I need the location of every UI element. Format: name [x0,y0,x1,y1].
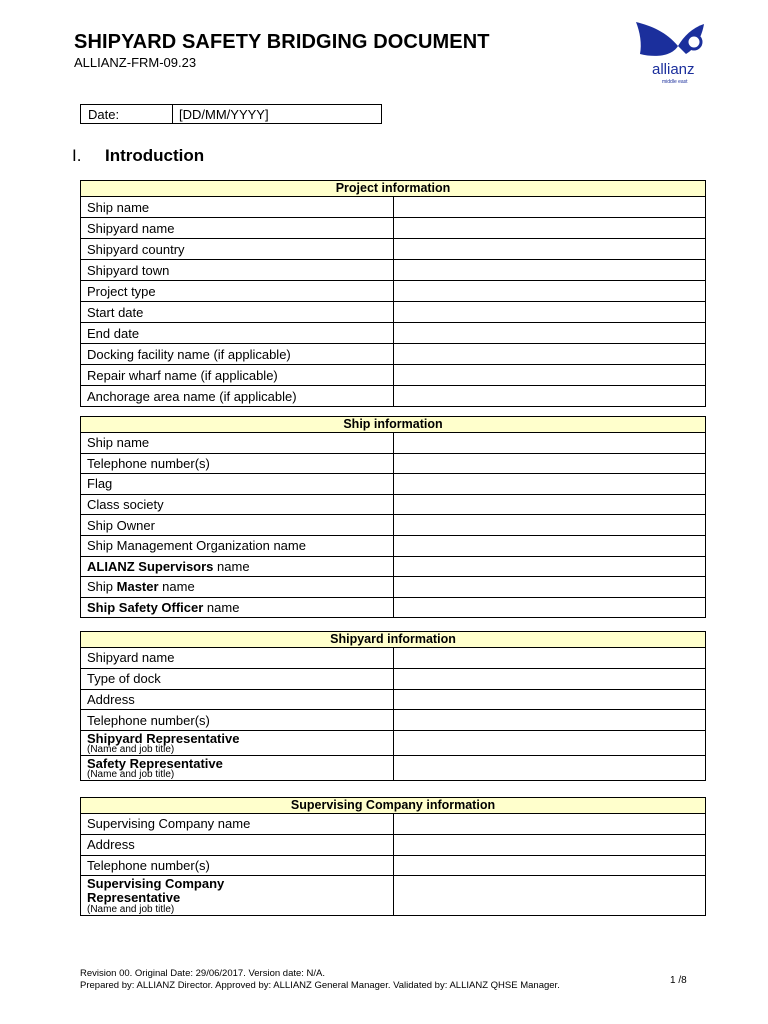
value-cell[interactable] [393,876,706,916]
row-label: Type of dock [81,668,394,689]
section-title: Introduction [105,146,205,165]
value-cell[interactable] [393,668,706,689]
value-cell[interactable] [393,556,706,577]
value-cell[interactable] [393,689,706,710]
row-label: Anchorage area name (if applicable) [81,386,394,407]
page-number: 1 /8 [670,975,687,986]
value-cell[interactable] [393,260,706,281]
safety-officer-label-rest: name [203,600,240,616]
value-cell[interactable] [393,814,706,835]
value-cell[interactable] [393,365,706,386]
row-label: Telephone number(s) [81,855,394,876]
value-cell[interactable] [393,239,706,260]
value-cell[interactable] [393,515,706,536]
date-field [80,104,382,124]
footer-approvals: Prepared by: ALLIANZ Director. Approved by: ALLIANZ General Manager. Validated by: ALLIANZ QHSE Manager. [80,980,560,991]
value-cell[interactable] [393,433,706,454]
table-header: Ship information [81,417,706,433]
row-label: Docking facility name (if applicable) [81,344,394,365]
row-label: Ship Owner [81,515,394,536]
supervisors-label-rest: name [213,558,250,574]
value-cell[interactable] [393,474,706,495]
supervising-rep-sublabel: (Name and job title) [87,903,175,915]
master-label-bold: Master [116,579,159,595]
footer [80,968,560,992]
value-cell[interactable] [393,597,706,618]
logo-subtext: middle east [662,79,688,85]
value-cell[interactable] [393,386,706,407]
value-cell[interactable] [393,577,706,598]
row-label: Supervising Company name [81,814,394,835]
value-cell[interactable] [393,494,706,515]
value-cell[interactable] [393,453,706,474]
row-label [81,556,394,577]
value-cell[interactable] [393,344,706,365]
value-cell[interactable] [393,281,706,302]
row-label: Address [81,689,394,710]
row-label: Ship name [81,197,394,218]
shipyard-rep-label: Shipyard Representative [87,730,240,746]
section-number: I. [72,146,82,165]
value-cell[interactable] [393,731,706,756]
document-code: ALLIANZ-FRM-09.23 [74,55,197,70]
row-label: Telephone number(s) [81,710,394,731]
shipyard-information-table [80,631,706,781]
row-label: Flag [81,474,394,495]
table-header: Supervising Company information [81,798,706,814]
safety-rep-sublabel: (Name and job title) [87,768,175,780]
supervising-company-table [80,797,706,916]
table-header: Shipyard information [81,632,706,648]
master-label-pre: Ship [87,579,117,595]
value-cell[interactable] [393,218,706,239]
date-label: Date: [81,105,173,123]
row-label: Ship Management Organization name [81,535,394,556]
row-label: Telephone number(s) [81,453,394,474]
supervising-rep-label-2: Representative [87,889,181,905]
row-label [81,577,394,598]
row-label: Shipyard country [81,239,394,260]
logo-text: allianz [652,61,695,78]
date-input[interactable]: [DD/MM/YYYY] [179,107,269,122]
master-label-rest: name [158,579,195,595]
row-label [81,597,394,618]
row-label [81,756,394,781]
allianz-logo [632,18,710,86]
row-label: Address [81,834,394,855]
row-label [81,876,394,916]
row-label: Shipyard name [81,218,394,239]
value-cell[interactable] [393,323,706,344]
document-title: SHIPYARD SAFETY BRIDGING DOCUMENT [74,31,490,53]
safety-rep-label: Safety Representative [87,755,223,771]
value-cell[interactable] [393,855,706,876]
ship-information-table [80,416,706,618]
row-label: Project type [81,281,394,302]
row-label [81,731,394,756]
footer-revision: Revision 00. Original Date: 29/06/2017. Version date: N/A. [80,968,326,979]
value-cell[interactable] [393,302,706,323]
row-label: End date [81,323,394,344]
project-information-table [80,180,706,407]
row-label: Start date [81,302,394,323]
value-cell[interactable] [393,535,706,556]
supervising-rep-label-1: Supervising Company [87,875,225,891]
value-cell[interactable] [393,710,706,731]
section-heading [72,146,204,166]
supervisors-label-bold: ALIANZ Supervisors [87,558,214,574]
row-label: Shipyard town [81,260,394,281]
row-label: Repair wharf name (if applicable) [81,365,394,386]
row-label: Class society [81,494,394,515]
row-label: Ship name [81,433,394,454]
value-cell[interactable] [393,648,706,669]
value-cell[interactable] [393,756,706,781]
safety-officer-label-bold: Ship Safety Officer [87,600,204,616]
shipyard-rep-sublabel: (Name and job title) [87,743,175,755]
row-label: Shipyard name [81,648,394,669]
value-cell[interactable] [393,834,706,855]
table-header: Project information [81,181,706,197]
value-cell[interactable] [393,197,706,218]
